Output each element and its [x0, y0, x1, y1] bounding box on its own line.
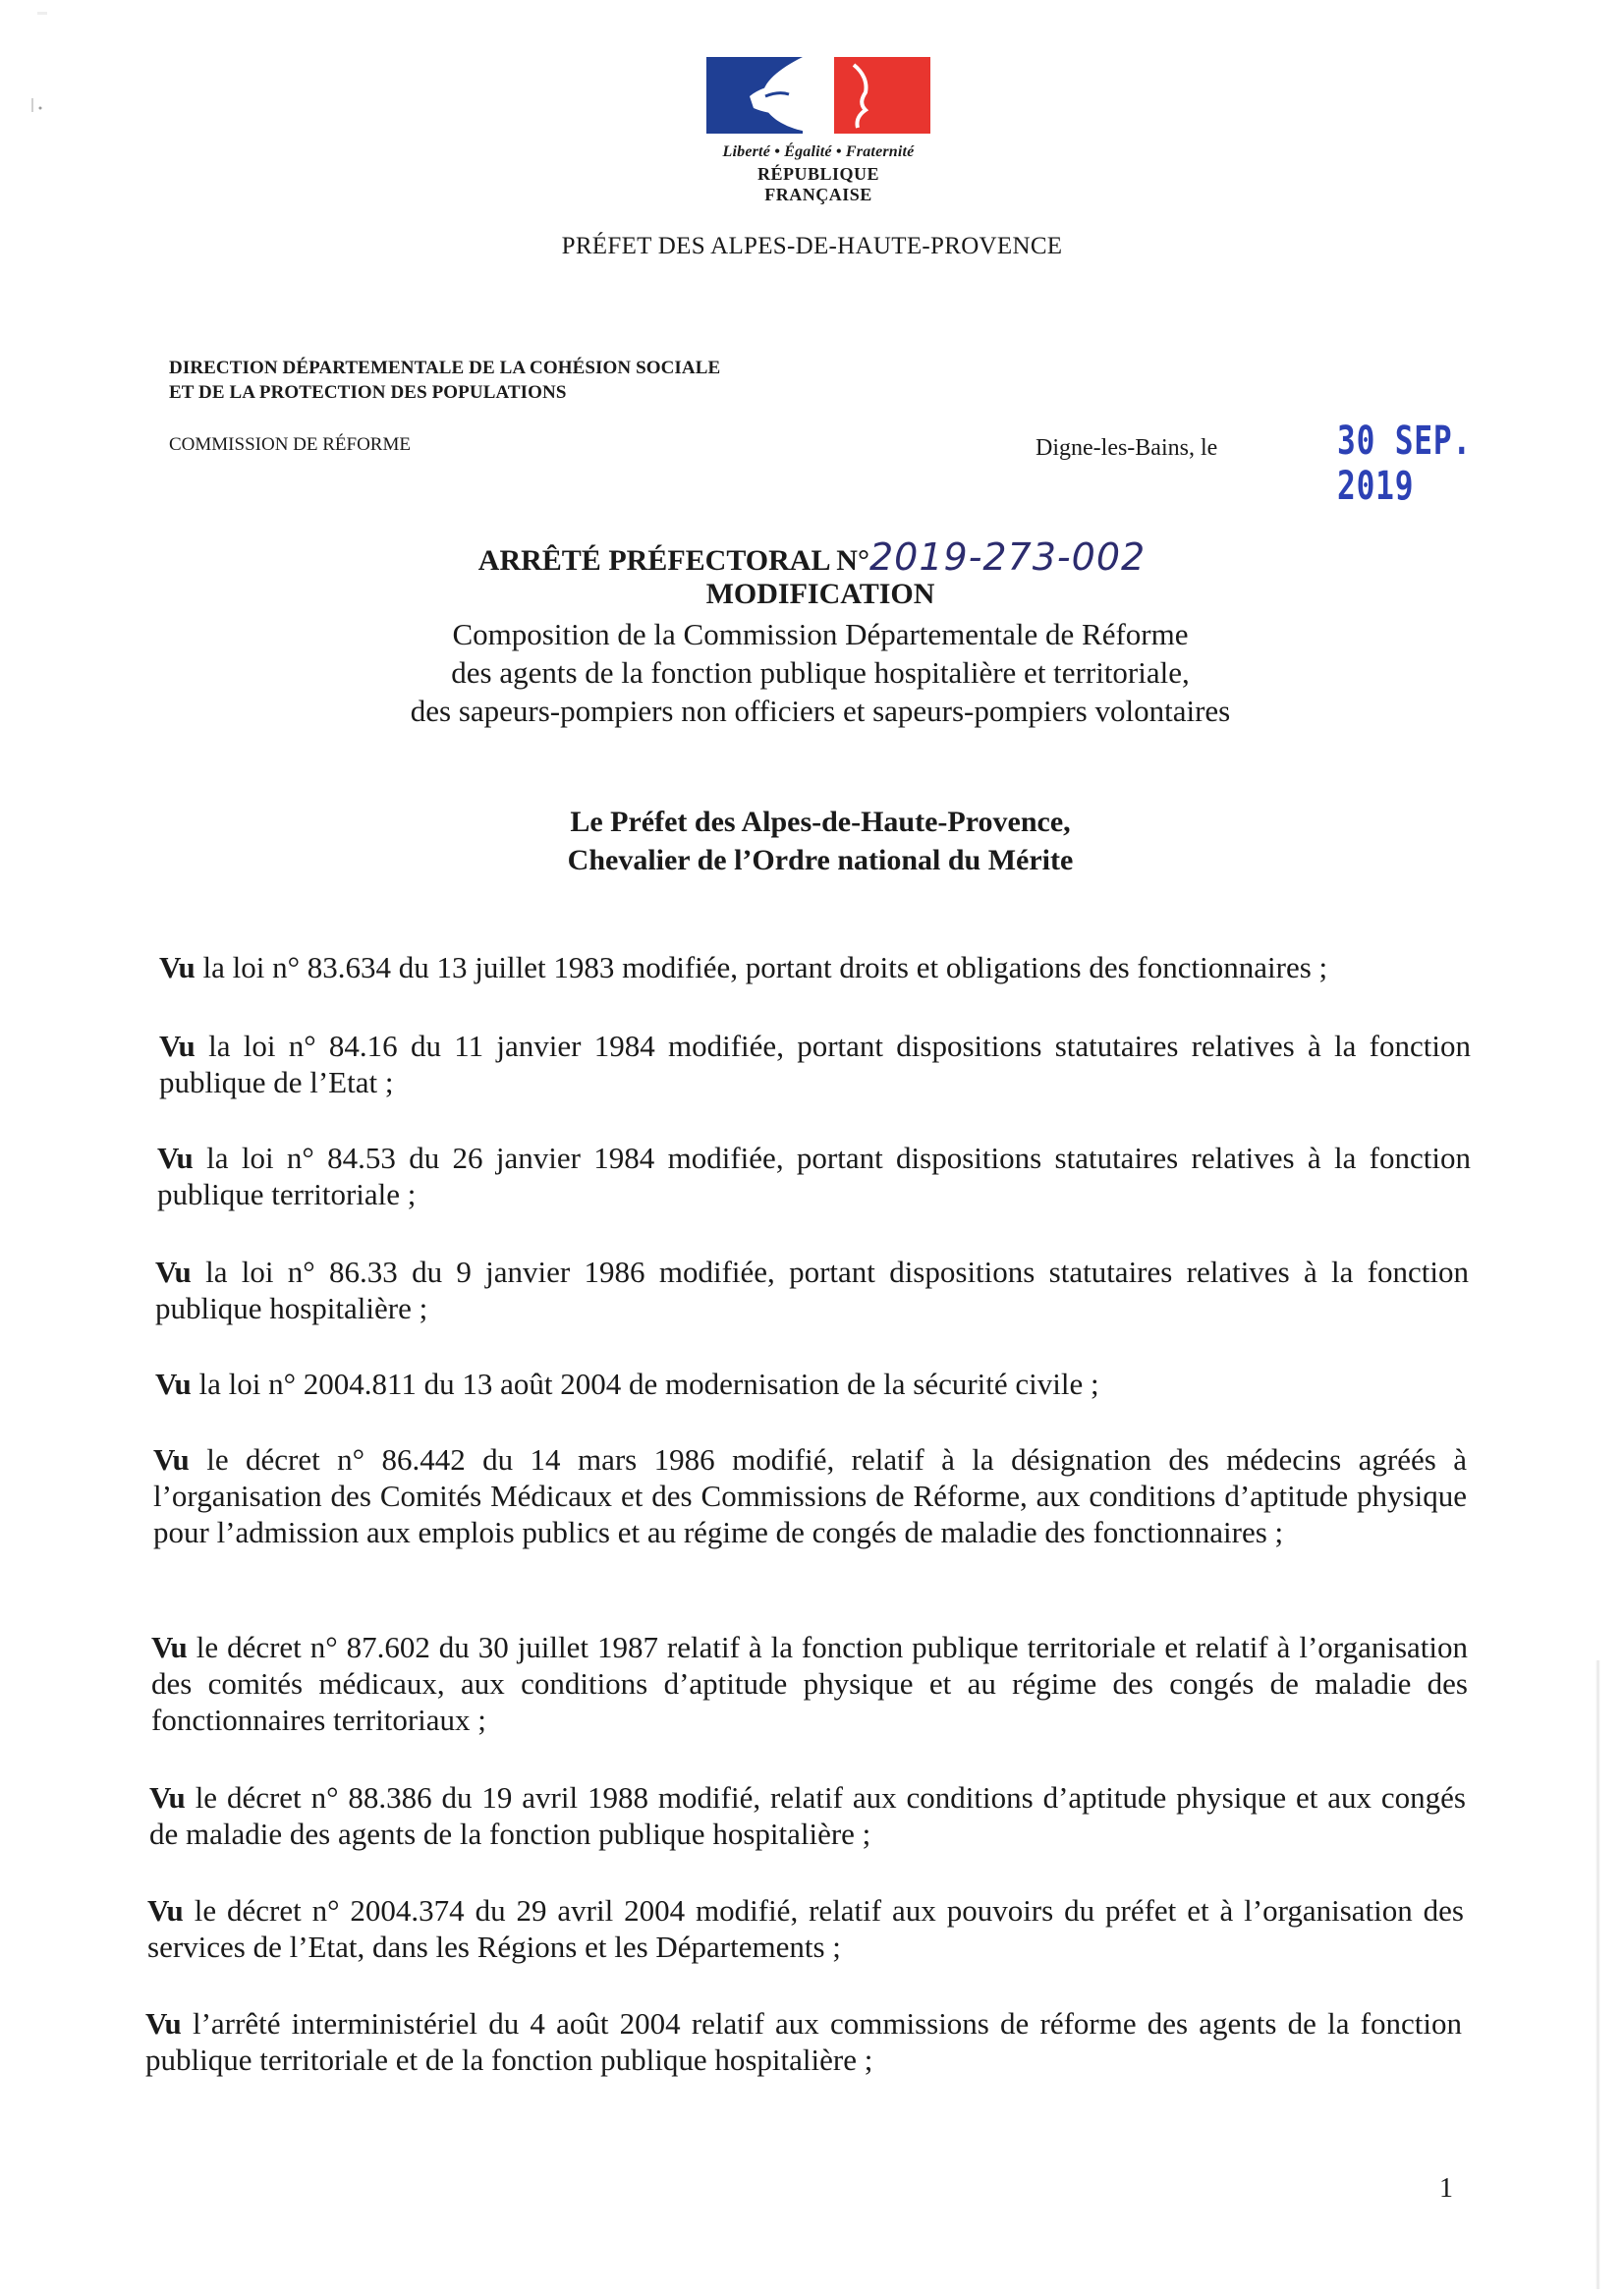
vu-keyword: Vu — [155, 1367, 192, 1401]
vu-text: le décret n° 88.386 du 19 avril 1988 modifié, relatif aux conditions d’aptitude physique et aux congés de maladie des agents de la fonction publique hospitalière ; — [149, 1780, 1466, 1851]
marianne-flag-icon — [706, 57, 930, 134]
vu-paragraph — [157, 1140, 1471, 1212]
vu-paragraph — [155, 1254, 1469, 1326]
vu-keyword: Vu — [153, 1442, 190, 1477]
prefet-title-line: Chevalier de l’Ordre national du Mérite — [567, 844, 1074, 876]
subtitle-line: Composition de la Commission Départementale de Réforme — [452, 617, 1189, 651]
vu-paragraph — [159, 1028, 1471, 1100]
vu-keyword: Vu — [159, 950, 196, 984]
vu-paragraph — [149, 1779, 1466, 1852]
vu-paragraph — [153, 1441, 1467, 1550]
prefet-heading: PRÉFET DES ALPES-DE-HAUTE-PROVENCE — [561, 233, 1063, 259]
prefet-title-block — [0, 803, 1624, 879]
vu-paragraph — [151, 1629, 1468, 1738]
vu-keyword: Vu — [145, 2006, 182, 2041]
vu-keyword: Vu — [155, 1255, 192, 1289]
vu-paragraph — [147, 1892, 1464, 1965]
modification-heading: MODIFICATION — [705, 578, 935, 610]
arrete-title — [0, 535, 1624, 579]
scan-speck — [37, 12, 47, 15]
subtitle-line: des sapeurs-pompiers non officiers et sapeurs-pompiers volontaires — [410, 694, 1231, 728]
republique-francaise-logo — [703, 57, 933, 205]
prefet-title-line: Le Préfet des Alpes-de-Haute-Provence, — [570, 806, 1071, 838]
vu-keyword: Vu — [149, 1780, 186, 1815]
date-stamp: 30 SEP. 2019 — [1337, 419, 1472, 509]
arrete-label: ARRÊTÉ PRÉFECTORAL N° — [477, 544, 869, 577]
direction-line: DIRECTION DÉPARTEMENTALE DE LA COHÉSION SOCIALE — [169, 358, 721, 378]
commission-label: COMMISSION DE RÉFORME — [169, 434, 411, 455]
subtitle-block — [0, 615, 1624, 730]
direction-line: ET DE LA PROTECTION DES POPULATIONS — [169, 382, 567, 403]
vu-paragraph — [145, 2005, 1462, 2078]
margin-mark — [29, 96, 43, 114]
vu-text: la loi n° 84.16 du 11 janvier 1984 modifiée, portant dispositions statutaires relatives à la fonction publique de l’Etat ; — [159, 1029, 1471, 1099]
subtitle-line: des agents de la fonction publique hospitalière et territoriale, — [451, 655, 1190, 690]
vu-keyword: Vu — [147, 1893, 184, 1928]
vu-text: le décret n° 87.602 du 30 juillet 1987 relatif à la fonction publique territoriale et relatif à l’organisation des comités médicaux, aux conditions d’aptitude physique et au régime des congés de maladie des fonctionnaires territoriaux ; — [151, 1630, 1468, 1737]
vu-text: la loi n° 83.634 du 13 juillet 1983 modifiée, portant droits et obligations des fonctionnaires ; — [195, 950, 1328, 984]
vu-keyword: Vu — [159, 1029, 196, 1063]
page-number: 1 — [1439, 2173, 1453, 2204]
scan-edge-shadow — [1596, 1660, 1600, 2289]
vu-text: le décret n° 2004.374 du 29 avril 2004 modifié, relatif aux pouvoirs du préfet et à l’organisation des services de l’Etat, dans les Régions et les Départements ; — [147, 1893, 1464, 1964]
vu-paragraph — [155, 1366, 1469, 1402]
vu-paragraph — [159, 949, 1466, 985]
motto: Liberté • Égalité • Fraternité — [722, 143, 915, 160]
direction-block — [169, 356, 720, 405]
vu-text: la loi n° 86.33 du 9 janvier 1986 modifiée, portant dispositions statutaires relatives à la fonction publique hospitalière ; — [155, 1255, 1469, 1325]
arrete-number-handwritten: 2019-273-002 — [868, 535, 1147, 579]
vu-keyword: Vu — [157, 1141, 194, 1175]
vu-text: l’arrêté interministériel du 4 août 2004 relatif aux commissions de réforme des agents de la fonction publique territoriale et de la fonction publique hospitalière ; — [145, 2006, 1462, 2077]
vu-keyword: Vu — [151, 1630, 188, 1664]
vu-text: le décret n° 86.442 du 14 mars 1986 modifié, relatif à la désignation des médecins agréés à l’organisation des Comités Médicaux et des Commissions de Réforme, aux conditions d’aptitude physique pour l’admission aux emplois publics et au régime de congés de maladie des fonctionnaires ; — [153, 1442, 1467, 1549]
vu-text: la loi n° 84.53 du 26 janvier 1984 modifiée, portant dispositions statutaires relatives à la fonction publique territoriale ; — [157, 1141, 1471, 1211]
vu-text: la loi n° 2004.811 du 13 août 2004 de modernisation de la sécurité civile ; — [191, 1367, 1099, 1401]
republique-francaise-label: RÉPUBLIQUE FRANÇAISE — [756, 164, 880, 204]
place-date-label: Digne-les-Bains, le — [1036, 435, 1218, 461]
